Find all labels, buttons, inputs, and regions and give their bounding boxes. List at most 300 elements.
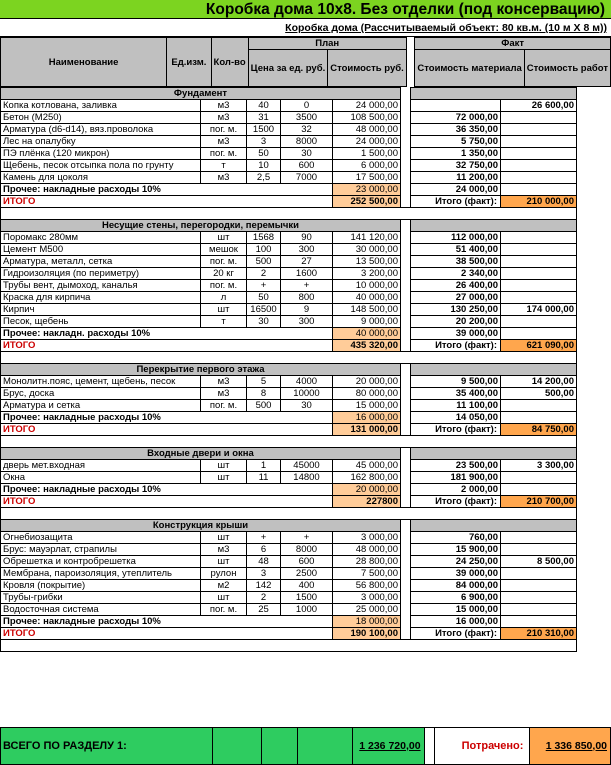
table-row	[1, 388, 577, 400]
total-fact-label: Итого (факт):	[411, 424, 501, 436]
item-cost: 28 800,00	[333, 556, 401, 568]
overhead-cost: 18 000,00	[333, 616, 401, 628]
table-row	[1, 556, 577, 568]
item-name: Мембрана, пароизоляция, утеплитель	[1, 568, 201, 580]
gap	[401, 160, 411, 172]
gap	[401, 556, 411, 568]
item-qty: 10	[247, 160, 281, 172]
item-cost: 56 800,00	[333, 580, 401, 592]
item-qty: +	[247, 280, 281, 292]
item-work-cost	[501, 316, 577, 328]
header-price: Цена за ед. руб.	[248, 50, 328, 87]
section-total-row	[1, 628, 577, 640]
table-row	[1, 316, 577, 328]
item-price: 8000	[281, 544, 333, 556]
item-name: ПЭ плёнка (120 микрон)	[1, 148, 201, 160]
item-qty: +	[247, 532, 281, 544]
item-qty: 1	[247, 460, 281, 472]
item-material-cost: 112 000,00	[411, 232, 501, 244]
section-title: Фундамент	[1, 88, 401, 100]
total-plan: 190 100,00	[333, 628, 401, 640]
section-header	[1, 88, 577, 100]
page-title: Коробка дома 10х8. Без отделки (под консервацию)	[205, 1, 605, 18]
section-fact-blank	[411, 88, 577, 100]
total-plan: 252 500,00	[333, 196, 401, 208]
item-work-cost	[501, 280, 577, 292]
table-row	[1, 460, 577, 472]
item-material-cost: 39 000,00	[411, 568, 501, 580]
item-material-cost: 26 400,00	[411, 280, 501, 292]
item-cost: 7 500,00	[333, 568, 401, 580]
item-material-cost: 36 350,00	[411, 124, 501, 136]
item-cost: 108 500,00	[333, 112, 401, 124]
total-label: ИТОГО	[1, 628, 333, 640]
item-price: 30	[281, 148, 333, 160]
item-cost: 10 000,00	[333, 280, 401, 292]
item-unit: т	[201, 160, 247, 172]
item-price: 27	[281, 256, 333, 268]
overhead-work	[501, 328, 577, 340]
gap	[401, 604, 411, 616]
gap	[401, 496, 411, 508]
item-qty: 25	[247, 604, 281, 616]
item-name: Трубы-грибки	[1, 592, 201, 604]
item-qty: 5	[247, 376, 281, 388]
item-material-cost: 2 340,00	[411, 268, 501, 280]
item-material-cost: 181 900,00	[411, 472, 501, 484]
item-work-cost	[501, 124, 577, 136]
item-cost: 3 200,00	[333, 268, 401, 280]
gap	[401, 304, 411, 316]
total-fact: 621 090,00	[501, 340, 577, 352]
item-cost: 1 500,00	[333, 148, 401, 160]
item-cost: 30 000,00	[333, 244, 401, 256]
item-price: 4000	[281, 376, 333, 388]
section-fact-blank	[411, 364, 577, 376]
item-price: +	[281, 280, 333, 292]
item-unit: пог. м.	[201, 604, 247, 616]
item-material-cost: 35 400,00	[411, 388, 501, 400]
total-label: ИТОГО	[1, 340, 333, 352]
item-name: Копка котлована, заливка	[1, 100, 201, 112]
gap	[401, 172, 411, 184]
item-price: 1500	[281, 592, 333, 604]
total-label: ИТОГО	[1, 196, 333, 208]
header-plan: План	[248, 38, 406, 50]
overhead-label: Прочее: накладные расходы 10%	[1, 484, 333, 496]
table-row	[1, 472, 577, 484]
item-qty: 16500	[247, 304, 281, 316]
item-unit: м3	[201, 172, 247, 184]
item-material-cost: 5 750,00	[411, 136, 501, 148]
item-unit: пог. м.	[201, 400, 247, 412]
item-unit: шт	[201, 592, 247, 604]
table-row	[1, 580, 577, 592]
item-unit: шт	[201, 532, 247, 544]
gap	[401, 148, 411, 160]
item-work-cost	[501, 400, 577, 412]
total-fact: 210 310,00	[501, 628, 577, 640]
section-fact-blank	[411, 220, 577, 232]
item-material-cost: 23 500,00	[411, 460, 501, 472]
item-unit: 20 кг	[201, 268, 247, 280]
item-unit: л	[201, 292, 247, 304]
item-qty: 1500	[247, 124, 281, 136]
total-fact-label: Итого (факт):	[411, 496, 501, 508]
table-row	[1, 100, 577, 112]
item-work-cost	[501, 160, 577, 172]
gap	[401, 412, 411, 424]
item-work-cost	[501, 244, 577, 256]
item-unit: пог. м.	[201, 280, 247, 292]
gap	[401, 100, 411, 112]
total-fact-label: Итого (факт):	[411, 628, 501, 640]
item-name: Песок, щебень	[1, 316, 201, 328]
gap	[401, 424, 411, 436]
table-row	[1, 400, 577, 412]
table-header	[0, 37, 611, 87]
item-unit: пог. м.	[201, 124, 247, 136]
item-price: 30	[281, 400, 333, 412]
table-row	[1, 160, 577, 172]
item-unit: шт	[201, 472, 247, 484]
gap	[401, 448, 411, 460]
total-plan: 131 000,00	[333, 424, 401, 436]
item-name: Трубы вент, дымоход, каналья	[1, 280, 201, 292]
item-cost: 40 000,00	[333, 292, 401, 304]
item-work-cost	[501, 148, 577, 160]
item-name: Огнебиозащита	[1, 532, 201, 544]
table-row	[1, 376, 577, 388]
item-name: Арматура (d6-d14), вяз.проволока	[1, 124, 201, 136]
item-qty: 500	[247, 400, 281, 412]
overhead-row	[1, 412, 577, 424]
table-row	[1, 292, 577, 304]
grand-total	[0, 727, 611, 765]
table-row	[1, 148, 577, 160]
table-row	[1, 172, 577, 184]
gap	[401, 328, 411, 340]
section-title: Перекрытие первого этажа	[1, 364, 401, 376]
total-fact-label: Итого (факт):	[411, 196, 501, 208]
overhead-material: 39 000,00	[411, 328, 501, 340]
item-unit: м3	[201, 100, 247, 112]
item-qty: 50	[247, 292, 281, 304]
overhead-material: 16 000,00	[411, 616, 501, 628]
item-qty: 142	[247, 580, 281, 592]
section-header	[1, 220, 577, 232]
item-unit: м2	[201, 580, 247, 592]
gap	[401, 316, 411, 328]
section-header	[1, 448, 577, 460]
gap	[401, 364, 411, 376]
item-material-cost: 20 200,00	[411, 316, 501, 328]
item-cost: 48 000,00	[333, 544, 401, 556]
item-qty: 48	[247, 556, 281, 568]
gap	[401, 88, 411, 100]
item-price: 10000	[281, 388, 333, 400]
table-row	[1, 304, 577, 316]
spent-label: Потрачено:	[435, 728, 530, 765]
overhead-row	[1, 184, 577, 196]
item-unit: шт	[201, 460, 247, 472]
item-price: 300	[281, 244, 333, 256]
item-work-cost	[501, 568, 577, 580]
item-material-cost: 11 100,00	[411, 400, 501, 412]
item-price: 0	[281, 100, 333, 112]
table-row	[1, 124, 577, 136]
table-row	[1, 268, 577, 280]
item-work-cost	[501, 544, 577, 556]
subtitle-bar	[0, 19, 611, 37]
item-unit: рулон	[201, 568, 247, 580]
item-material-cost: 32 750,00	[411, 160, 501, 172]
gap	[401, 376, 411, 388]
item-material-cost: 130 250,00	[411, 304, 501, 316]
item-name: Обрешетка и контробрешетка	[1, 556, 201, 568]
section-total-row	[1, 496, 577, 508]
item-qty: 100	[247, 244, 281, 256]
item-cost: 162 800,00	[333, 472, 401, 484]
item-qty: 30	[247, 316, 281, 328]
item-name: Арматура, металл, сетка	[1, 256, 201, 268]
item-cost: 48 000,00	[333, 124, 401, 136]
item-work-cost	[501, 604, 577, 616]
gap	[401, 400, 411, 412]
gap	[401, 256, 411, 268]
item-qty: 2,5	[247, 172, 281, 184]
item-unit: мешок	[201, 244, 247, 256]
table-row	[1, 136, 577, 148]
section-title: Несущие стены, перегородки, перемычки	[1, 220, 401, 232]
total-fact: 210 700,00	[501, 496, 577, 508]
item-unit: м3	[201, 376, 247, 388]
table-row	[1, 256, 577, 268]
item-price: 600	[281, 556, 333, 568]
item-cost: 80 000,00	[333, 388, 401, 400]
item-qty: 50	[247, 148, 281, 160]
item-name: Водосточная система	[1, 604, 201, 616]
overhead-label: Прочее: накладные расходы 10%	[1, 616, 333, 628]
item-cost: 3 000,00	[333, 532, 401, 544]
overhead-row	[1, 484, 577, 496]
item-work-cost	[501, 136, 577, 148]
item-unit: м3	[201, 136, 247, 148]
total-fact: 210 000,00	[501, 196, 577, 208]
gap	[401, 112, 411, 124]
item-work-cost: 3 300,00	[501, 460, 577, 472]
item-qty: 40	[247, 100, 281, 112]
item-unit: м3	[201, 388, 247, 400]
item-qty: 6	[247, 544, 281, 556]
gap	[401, 268, 411, 280]
item-material-cost: 72 000,00	[411, 112, 501, 124]
gap	[401, 196, 411, 208]
item-price: 9	[281, 304, 333, 316]
item-cost: 13 500,00	[333, 256, 401, 268]
gap	[401, 472, 411, 484]
item-material-cost: 27 000,00	[411, 292, 501, 304]
item-name: Гидроизоляция (по периметру)	[1, 268, 201, 280]
item-work-cost	[501, 532, 577, 544]
table-row	[1, 532, 577, 544]
item-name: Кирпич	[1, 304, 201, 316]
item-work-cost	[501, 268, 577, 280]
item-price: 32	[281, 124, 333, 136]
total-fact: 84 750,00	[501, 424, 577, 436]
gap	[401, 220, 411, 232]
item-material-cost: 51 400,00	[411, 244, 501, 256]
item-name: Кровля (покрытие)	[1, 580, 201, 592]
item-material-cost: 84 000,00	[411, 580, 501, 592]
item-name: Арматура и сетка	[1, 400, 201, 412]
item-work-cost	[501, 172, 577, 184]
table-row	[1, 232, 577, 244]
item-cost: 24 000,00	[333, 100, 401, 112]
overhead-cost: 40 000,00	[333, 328, 401, 340]
section-title: Конструкция крыши	[1, 520, 401, 532]
item-price: 45000	[281, 460, 333, 472]
item-cost: 148 500,00	[333, 304, 401, 316]
item-material-cost: 11 200,00	[411, 172, 501, 184]
item-material-cost: 1 350,00	[411, 148, 501, 160]
item-cost: 45 000,00	[333, 460, 401, 472]
item-cost: 25 000,00	[333, 604, 401, 616]
section-total-row	[1, 424, 577, 436]
gap	[401, 232, 411, 244]
item-name: Краска для кирпича	[1, 292, 201, 304]
item-qty: 31	[247, 112, 281, 124]
item-work-cost	[501, 232, 577, 244]
item-work-cost	[501, 472, 577, 484]
item-work-cost: 174 000,00	[501, 304, 577, 316]
item-price: 3500	[281, 112, 333, 124]
item-price: 2500	[281, 568, 333, 580]
gap	[401, 484, 411, 496]
item-cost: 3 000,00	[333, 592, 401, 604]
item-name: Монолитн.пояс, цемент, щебень, песок	[1, 376, 201, 388]
gap	[401, 532, 411, 544]
overhead-work	[501, 616, 577, 628]
item-unit: шт	[201, 556, 247, 568]
item-unit: шт	[201, 304, 247, 316]
overhead-label: Прочее: накладные расходы 10%	[1, 184, 333, 196]
grand-plan-total: 1 236 720,00	[352, 728, 424, 765]
table-row	[1, 244, 577, 256]
overhead-material: 24 000,00	[411, 184, 501, 196]
item-material-cost	[411, 100, 501, 112]
overhead-label: Прочее: накладн. расходы 10%	[1, 328, 333, 340]
total-label: ИТОГО	[1, 424, 333, 436]
item-unit: шт	[201, 232, 247, 244]
header-qty: Кол-во	[211, 38, 248, 87]
gap	[401, 520, 411, 532]
gap	[401, 628, 411, 640]
overhead-material: 14 050,00	[411, 412, 501, 424]
item-unit: м3	[201, 544, 247, 556]
item-price: 8000	[281, 136, 333, 148]
section-fact-blank	[411, 520, 577, 532]
item-qty: 11	[247, 472, 281, 484]
item-material-cost: 24 250,00	[411, 556, 501, 568]
overhead-row	[1, 616, 577, 628]
item-cost: 24 000,00	[333, 136, 401, 148]
item-unit: пог. м.	[201, 256, 247, 268]
section-header	[1, 520, 577, 532]
total-plan: 227800	[333, 496, 401, 508]
item-price: 1000	[281, 604, 333, 616]
table-row	[1, 592, 577, 604]
item-qty: 2	[247, 268, 281, 280]
item-price: 90	[281, 232, 333, 244]
item-work-cost: 26 600,00	[501, 100, 577, 112]
item-price: 800	[281, 292, 333, 304]
item-work-cost	[501, 112, 577, 124]
item-work-cost	[501, 292, 577, 304]
item-qty: 1568	[247, 232, 281, 244]
header-unit: Ед.изм.	[167, 38, 211, 87]
item-cost: 9 000,00	[333, 316, 401, 328]
item-name: Окна	[1, 472, 201, 484]
item-material-cost: 15 900,00	[411, 544, 501, 556]
item-name: Лес на опалубку	[1, 136, 201, 148]
table-row	[1, 544, 577, 556]
overhead-cost: 23 000,00	[333, 184, 401, 196]
section-total-row	[1, 196, 577, 208]
section-fact-blank	[411, 448, 577, 460]
gap	[401, 244, 411, 256]
gap	[401, 292, 411, 304]
section-header	[1, 364, 577, 376]
item-material-cost: 6 900,00	[411, 592, 501, 604]
header-mat: Стоимость материала	[415, 50, 524, 87]
total-label: ИТОГО	[1, 496, 333, 508]
item-unit: пог. м.	[201, 148, 247, 160]
overhead-label: Прочее: накладные расходы 10%	[1, 412, 333, 424]
item-material-cost: 760,00	[411, 532, 501, 544]
estimate-table	[0, 87, 577, 652]
item-price: 400	[281, 580, 333, 592]
item-cost: 15 000,00	[333, 400, 401, 412]
item-price: 1600	[281, 268, 333, 280]
overhead-work	[501, 412, 577, 424]
gap	[401, 184, 411, 196]
overhead-cost: 16 000,00	[333, 412, 401, 424]
item-qty: 3	[247, 136, 281, 148]
item-name: Камень для цоколя	[1, 172, 201, 184]
item-name: Цемент М500	[1, 244, 201, 256]
item-name: дверь мет.входная	[1, 460, 201, 472]
gap	[401, 460, 411, 472]
table-row	[1, 568, 577, 580]
gap	[401, 544, 411, 556]
gap	[401, 388, 411, 400]
section-total-row	[1, 340, 577, 352]
item-work-cost	[501, 580, 577, 592]
item-work-cost: 8 500,00	[501, 556, 577, 568]
gap	[401, 124, 411, 136]
table-row	[1, 112, 577, 124]
gap	[401, 568, 411, 580]
gap	[401, 580, 411, 592]
grand-total-label: ВСЕГО ПО РАЗДЕЛУ 1:	[1, 728, 213, 765]
item-price: 600	[281, 160, 333, 172]
item-qty: 8	[247, 388, 281, 400]
overhead-work	[501, 184, 577, 196]
item-work-cost	[501, 256, 577, 268]
header-cost: Стоимость руб.	[328, 50, 407, 87]
item-name: Брус, доска	[1, 388, 201, 400]
